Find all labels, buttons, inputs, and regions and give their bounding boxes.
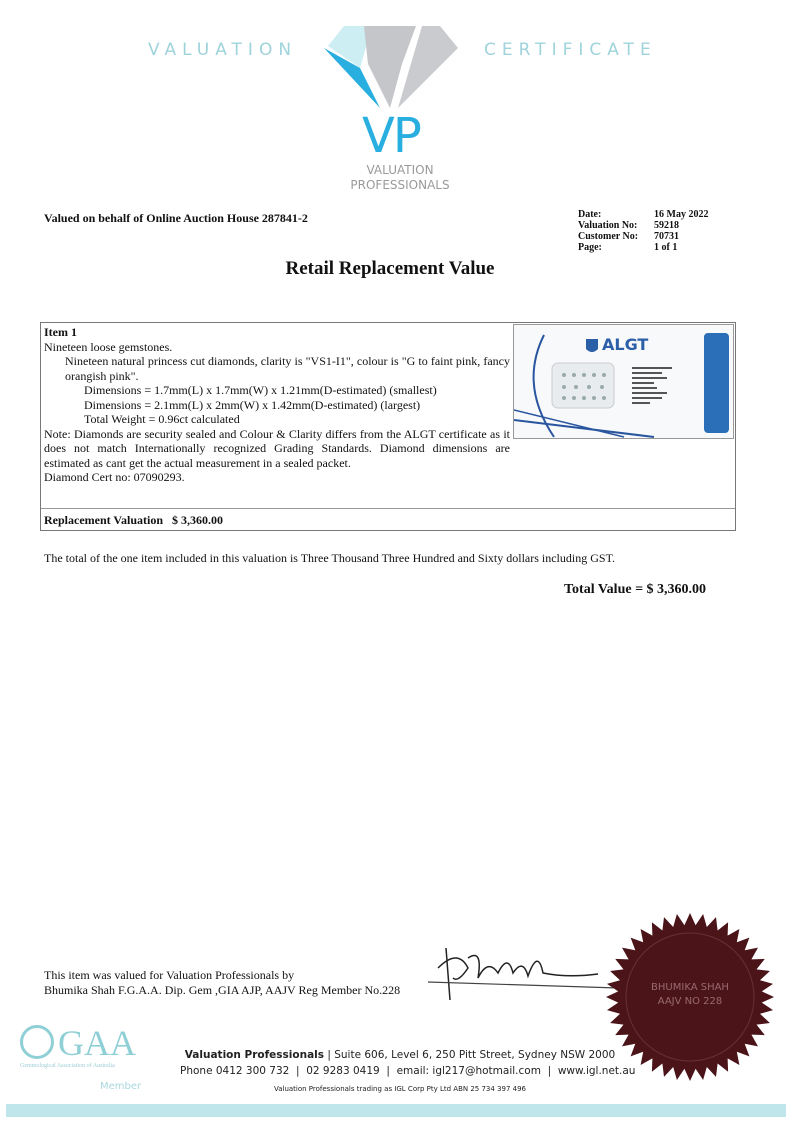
meta-label: Page:: [578, 242, 602, 253]
valued-by-line2: Bhumika Shah F.G.A.A. Dip. Gem ,GIA AJP, AAJV Reg Member No.228: [44, 983, 401, 997]
meta-label: Valuation No:: [578, 220, 638, 231]
item-note: Note: Diamonds are security sealed and Colour & Clarity differs from the ALGT certificate as it does not match Internationally recognized Grading Standards. Diamond dimensions are estimated as cant get the actual measurement in a sealed packet.: [44, 426, 510, 470]
item-cert-no: Diamond Cert no: 07090293.: [44, 470, 185, 484]
gaa-subtitle: Gemmological Association of Australia: [20, 1063, 115, 1069]
footer-band: [6, 1104, 786, 1117]
footer-contact: [180, 1047, 636, 1079]
seal-name: BHUMIKA SHAH: [651, 982, 729, 993]
meta-label: Date:: [578, 209, 602, 220]
item-heading: Item 1: [44, 325, 77, 339]
logo-sub-2: PROFESSIONALS: [350, 178, 450, 192]
item-line1: Nineteen loose gemstones.: [44, 339, 173, 354]
gaa-member: Member: [100, 1081, 142, 1092]
footer-company: Valuation Professionals: [184, 1049, 325, 1061]
item-divider: [41, 508, 735, 509]
replacement-valuation: Replacement Valuation $ 3,360.00: [44, 513, 224, 527]
gaa-text: GAA: [58, 1023, 136, 1063]
meta-block: [578, 209, 708, 253]
total-value: Total Value = $ 3,360.00: [564, 582, 707, 597]
certificate-photo: [513, 324, 734, 439]
meta-value: 1 of 1: [654, 242, 678, 253]
item-dim1: Dimensions = 1.7mm(L) x 1.7mm(W) x 1.21mm(D-estimated) (smallest): [84, 383, 437, 397]
item-weight: Total Weight = 0.96ct calculated: [84, 412, 240, 426]
gaa-emblem-icon: [20, 1025, 54, 1059]
footer-address: | Suite 606, Level 6, 250 Pitt Street, Sydney NSW 2000: [324, 1049, 616, 1061]
header-certificate: CERTIFICATE: [484, 40, 657, 60]
diamond-logo-icon: [320, 24, 460, 112]
meta-label: Customer No:: [578, 231, 639, 242]
meta-value: 59218: [654, 220, 679, 231]
item-description: [44, 325, 510, 485]
item-dim2: Dimensions = 2.1mm(L) x 2mm(W) x 1.42mm(D-estimated) (largest): [84, 397, 421, 412]
item-line2: Nineteen natural princess cut diamonds, clarity is "VS1-I1", colour is "G to faint pink, fancy orangish pink".: [65, 354, 510, 383]
valued-by-line1: This item was valued for Valuation Professionals by: [44, 968, 295, 982]
cert-brand: ALGT: [602, 335, 649, 354]
logo-subtitle: [335, 163, 465, 193]
valued-by: [44, 968, 400, 998]
logo-sub-1: VALUATION: [366, 163, 434, 177]
vp-logo: VP: [362, 108, 420, 164]
signature: [428, 938, 618, 1008]
footer-trading: Valuation Professionals trading as IGL Corp Pty Ltd ABN 25 734 397 496: [273, 1085, 527, 1093]
page-title: Retail Replacement Value: [285, 258, 495, 279]
gaa-logo: [20, 1022, 136, 1064]
seal-number: AAJV NO 228: [657, 996, 723, 1007]
header-valuation: VALUATION: [148, 40, 298, 60]
meta-value: 16 May 2022: [654, 209, 709, 220]
total-text: The total of the one item included in this valuation is Three Thousand Three Hundred and Sixty dollars including GST.: [44, 551, 616, 565]
valued-on-behalf: Valued on behalf of Online Auction House 287841-2: [44, 211, 308, 225]
meta-value: 70731: [654, 231, 679, 242]
seal-stamp: [605, 912, 775, 1082]
footer-phone-email: Phone 0412 300 732 | 02 9283 0419 | email: igl217@hotmail.com | www.igl.net.au: [180, 1065, 636, 1077]
